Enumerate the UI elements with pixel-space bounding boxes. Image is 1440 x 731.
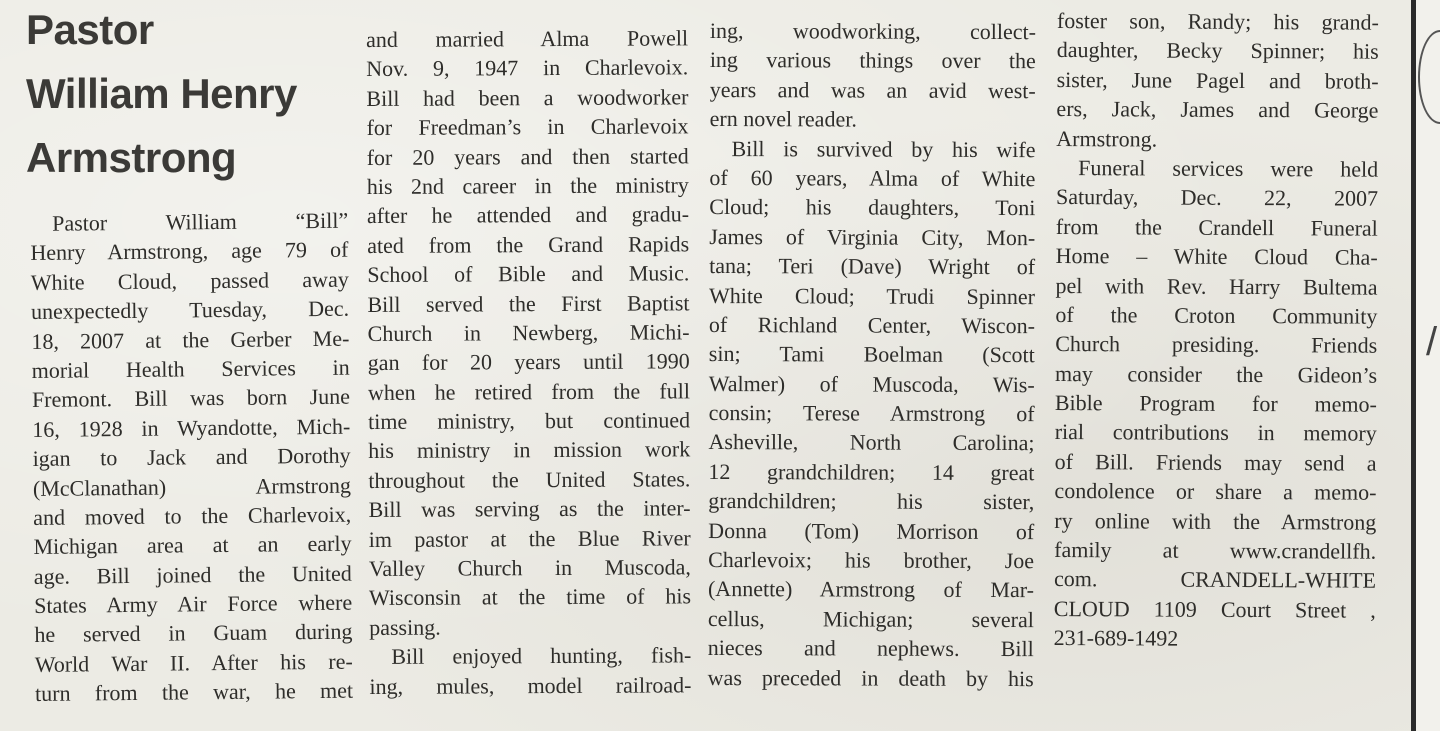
text-line: Saturday, Dec. 22, 2007	[1055, 184, 1379, 212]
text-line: ry online with the Armstrong	[1054, 507, 1377, 535]
text-line: Bill had been a woodworker	[366, 84, 689, 111]
text-line: Walmer) of Muscoda, Wis-	[708, 370, 1035, 397]
text-line: Funeral services were held	[1078, 155, 1379, 182]
text-line: sin; Tami Boelman (Scott	[708, 341, 1035, 368]
text-line: years and was an avid west-	[709, 76, 1036, 103]
text-line: for 20 years and then started	[366, 142, 689, 170]
text-line: ing, woodworking, collect-	[709, 17, 1036, 45]
text-line: ern novel reader.	[709, 106, 857, 132]
headline-line: Armstrong	[26, 134, 237, 181]
text-line: of the Croton Community	[1055, 301, 1378, 329]
text-line: time ministry, but continued	[368, 407, 691, 435]
text-line: after he attended and gradu-	[366, 201, 690, 229]
text-line: throughout the United States.	[368, 466, 691, 493]
text-line: Church presiding. Friends	[1055, 331, 1378, 358]
text-line: Bible Program for memo-	[1054, 390, 1377, 417]
text-line: White Cloud, passed away	[30, 266, 349, 295]
text-line: James of Virginia City, Mon-	[709, 223, 1036, 250]
text-line: gan for 20 years until 1990	[367, 348, 690, 376]
text-line: of Richland Center, Wiscon-	[708, 311, 1035, 339]
text-column-1	[30, 206, 353, 709]
text-line: he served in Guam during	[34, 619, 353, 648]
text-line: sister, June Pagel and broth-	[1056, 66, 1379, 94]
text-line: ing, mules, model railroad-	[369, 671, 692, 699]
text-line: pel with Rev. Harry Bultema	[1055, 272, 1378, 300]
text-line: from the Crandell Funeral	[1055, 213, 1378, 241]
obituary-headline	[26, 0, 356, 190]
text-line: States Army Air Force where	[34, 589, 353, 619]
text-column-4	[1054, 6, 1379, 654]
text-line: nieces and nephews. Bill	[707, 635, 1034, 662]
text-line: of 60 years, Alma of White	[709, 164, 1036, 192]
text-line: turn from the war, he met	[34, 677, 354, 707]
headline-line: Pastor	[26, 6, 154, 53]
text-line: unexpectedly Tuesday, Dec.	[30, 295, 350, 325]
text-line: Armstrong.	[1056, 125, 1158, 152]
text-line: condolence or share a memo-	[1054, 478, 1377, 505]
text-line: com. CRANDELL-WHITE	[1053, 566, 1377, 594]
text-line: ated from the Grand Rapids	[367, 231, 690, 258]
adjacent-page-glyph: /	[1426, 320, 1438, 364]
text-line: Nov. 9, 1947 in Charlevoix.	[366, 54, 689, 82]
text-line: im pastor at the Blue River	[368, 524, 691, 552]
text-line: 18, 2007 at the Gerber Me-	[31, 325, 350, 354]
text-line: Henry Armstrong, age 79 of	[30, 237, 349, 266]
text-line: and married Alma Powell	[366, 25, 689, 52]
text-line: age. Bill joined the United	[33, 560, 352, 589]
text-line: rial contributions in memory	[1054, 419, 1377, 447]
text-line: Home – White Cloud Cha-	[1055, 243, 1378, 270]
text-line: foster son, Randy; his grand-	[1056, 7, 1379, 35]
text-line: family at www.crandellfh.	[1054, 537, 1377, 564]
text-line: and moved to the Charlevoix,	[33, 501, 352, 530]
text-line: Valley Church in Muscoda,	[368, 554, 691, 582]
text-line: 12 grandchildren; 14 great	[708, 458, 1035, 485]
text-column-2	[366, 23, 692, 701]
text-line: of Bill. Friends may send a	[1054, 448, 1377, 476]
text-line: for Freedman’s in Charlevoix	[366, 113, 689, 141]
text-line: White Cloud; Trudi Spinner	[708, 282, 1036, 309]
text-line: his ministry in mission work	[368, 436, 691, 464]
text-line: was preceded in death by his	[707, 664, 1034, 691]
text-line: Bill is survived by his wife	[731, 135, 1036, 162]
text-line: may consider the Gideon’s	[1055, 360, 1378, 388]
text-line: when he retired from the full	[367, 377, 690, 405]
text-line: Bill enjoyed hunting, fish-	[391, 642, 692, 670]
text-line: Bill served the First Baptist	[367, 289, 690, 317]
text-line: igan to Jack and Dorothy	[32, 442, 351, 472]
text-line: Bill was serving as the inter-	[368, 495, 691, 523]
text-line: Wisconsin at the time of his	[368, 583, 692, 611]
text-line: cellus, Michigan; several	[707, 605, 1034, 632]
text-line: tana; Teri (Dave) Wright of	[709, 253, 1036, 280]
text-line: (Annette) Armstrong of Mar-	[707, 576, 1035, 603]
text-line: ing various things over the	[709, 47, 1036, 74]
text-line: Charlevoix; his brother, Joe	[708, 547, 1035, 574]
text-line: Fremont. Bill was born June	[31, 384, 351, 413]
text-line: ers, Jack, James and George	[1056, 96, 1379, 123]
text-line: consin; Terese Armstrong of	[708, 400, 1035, 427]
text-line: 16, 1928 in Wyandotte, Mich-	[32, 413, 351, 442]
headline-line: William Henry	[26, 70, 297, 117]
text-line: World War II. After his re-	[34, 648, 353, 677]
text-line: grandchildren; his sister,	[708, 488, 1035, 515]
text-line: CLOUD 1109 Court Street ,	[1053, 595, 1376, 623]
text-line: Asheville, North Carolina;	[708, 429, 1035, 456]
text-line: morial Health Services in	[31, 354, 350, 383]
text-line: his 2nd career in the ministry	[366, 172, 689, 199]
text-line: (McClanathan) Armstrong	[32, 472, 352, 501]
text-line: 231-689-1492	[1053, 625, 1179, 651]
text-column-3	[708, 16, 1036, 693]
text-line: passing.	[369, 614, 441, 640]
text-line: School of Bible and Music.	[367, 260, 690, 288]
text-line: daughter, Becky Spinner; his	[1056, 37, 1379, 65]
text-line: Church in Newberg, Michi-	[367, 319, 690, 346]
text-line: Donna (Tom) Morrison of	[708, 517, 1035, 544]
text-line: Pastor William “Bill”	[52, 207, 349, 236]
text-line: Cloud; his daughters, Toni	[709, 194, 1036, 221]
text-line: Michigan area at an early	[33, 530, 352, 560]
